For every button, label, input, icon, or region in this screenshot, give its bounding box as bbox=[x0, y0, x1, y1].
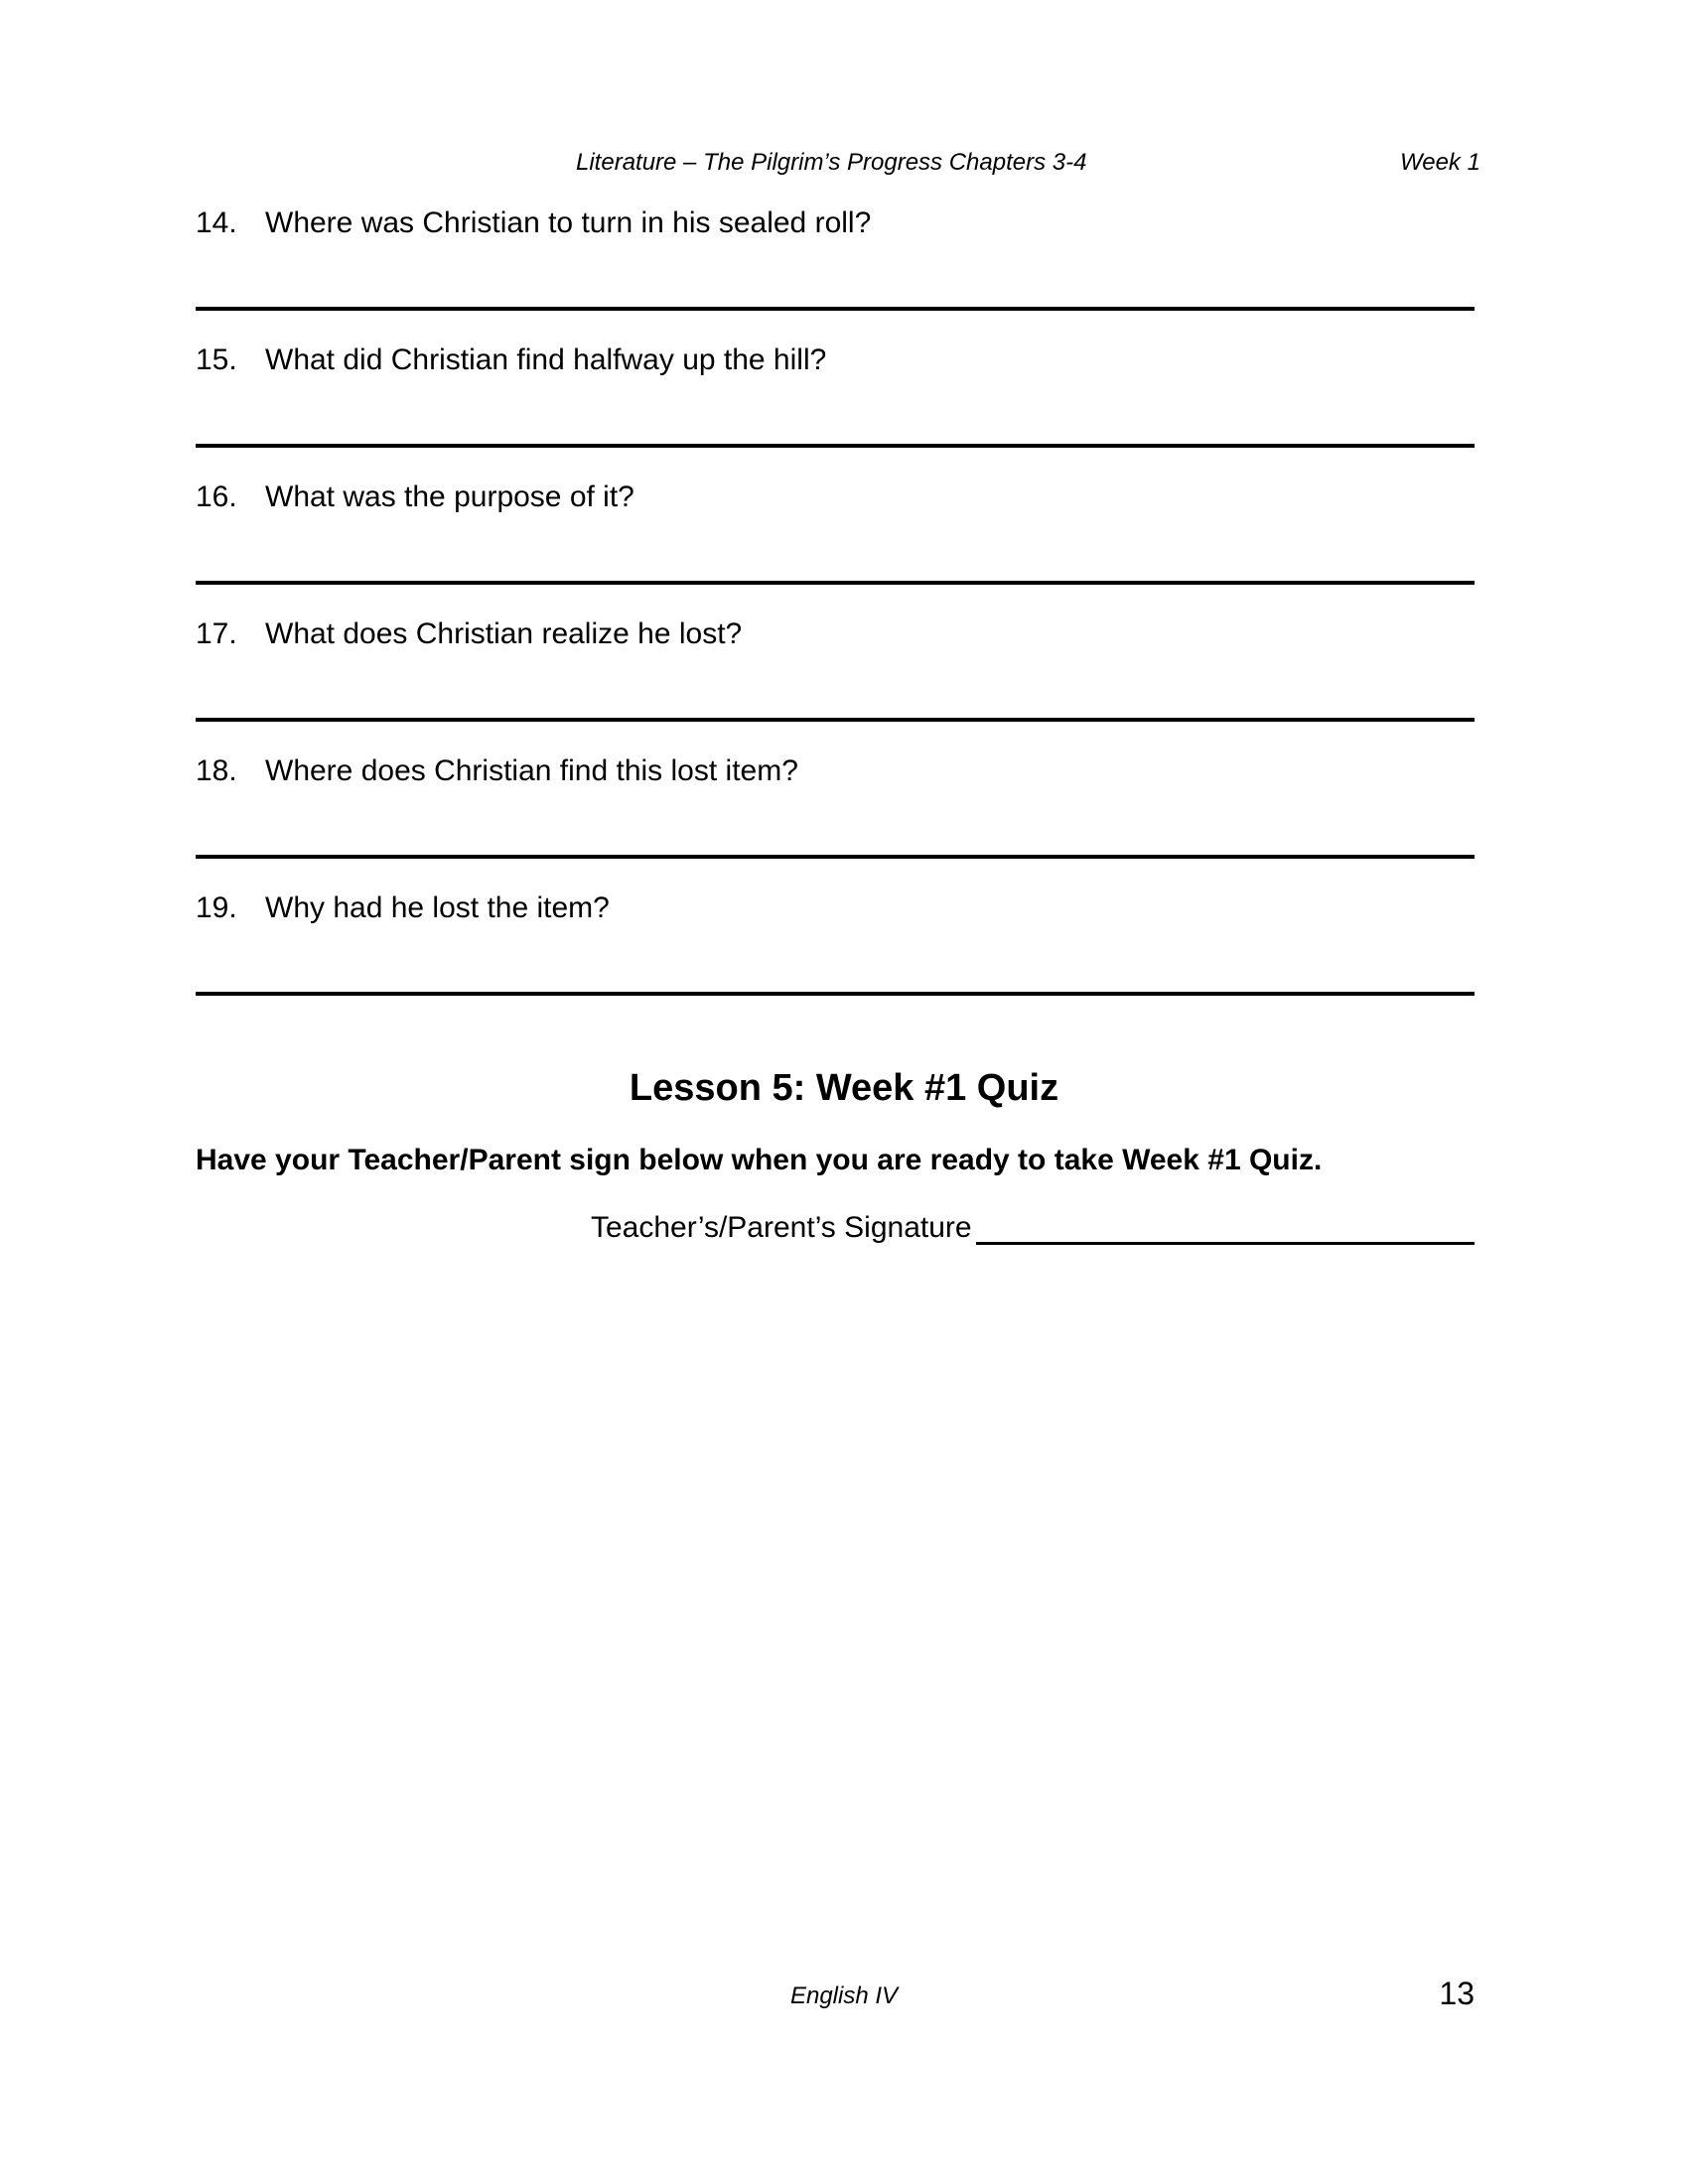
answer-line-16[interactable] bbox=[196, 581, 1475, 585]
signature-line[interactable] bbox=[976, 1242, 1475, 1245]
question-number: 16. bbox=[196, 480, 237, 513]
question-text: Where was Christian to turn in his sealed roll? bbox=[265, 206, 872, 239]
page-number: 13 bbox=[1439, 1976, 1475, 2011]
question-18 bbox=[196, 754, 1475, 788]
question-number: 15. bbox=[196, 343, 237, 376]
question-text: Where does Christian find this lost item? bbox=[265, 754, 798, 787]
answer-line-15[interactable] bbox=[196, 444, 1475, 448]
question-text: What did Christian find halfway up the hill? bbox=[265, 343, 827, 376]
question-number: 17. bbox=[196, 617, 237, 650]
question-19 bbox=[196, 891, 1475, 925]
question-number: 18. bbox=[196, 754, 237, 787]
question-16 bbox=[196, 480, 1475, 514]
question-14 bbox=[196, 206, 1475, 240]
question-text: Why had he lost the item? bbox=[265, 891, 610, 924]
question-text: What was the purpose of it? bbox=[265, 480, 634, 513]
quiz-instruction: Have your Teacher/Parent sign below when you are ready to take Week #1 Quiz. bbox=[196, 1144, 1323, 1176]
question-17 bbox=[196, 617, 1475, 651]
footer-course: English IV bbox=[789, 1982, 899, 2009]
header-week: Week 1 bbox=[1400, 149, 1480, 176]
quiz-title: Lesson 5: Week #1 Quiz bbox=[629, 1067, 1059, 1109]
question-number: 14. bbox=[196, 206, 237, 239]
answer-line-19[interactable] bbox=[196, 992, 1475, 996]
question-15 bbox=[196, 343, 1475, 377]
question-text: What does Christian realize he lost? bbox=[265, 617, 743, 650]
answer-line-17[interactable] bbox=[196, 718, 1475, 722]
signature-label: Teacher’s/Parent’s Signature bbox=[591, 1211, 972, 1244]
answer-line-18[interactable] bbox=[196, 855, 1475, 859]
header-title: Literature – The Pilgrim’s Progress Chapters 3-4 bbox=[576, 149, 1087, 176]
answer-line-14[interactable] bbox=[196, 307, 1475, 311]
question-number: 19. bbox=[196, 891, 237, 924]
